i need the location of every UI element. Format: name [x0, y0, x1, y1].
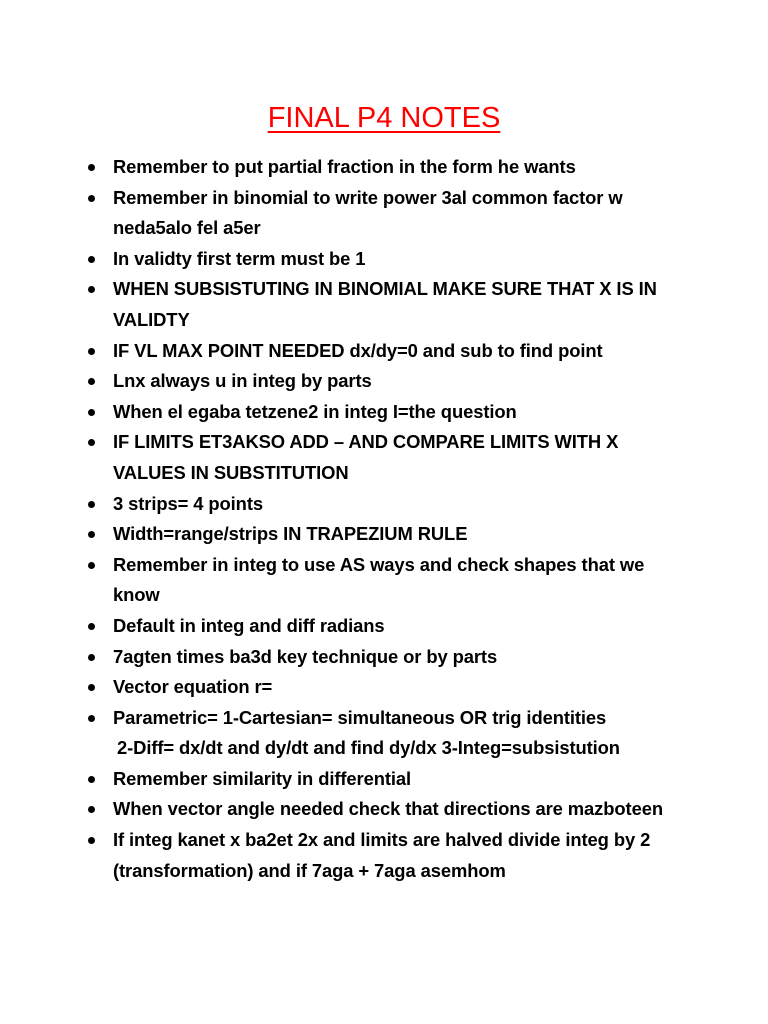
bullet-icon — [88, 806, 95, 813]
bullet-icon — [88, 684, 95, 691]
list-item — [0, 642, 768, 673]
list-item — [0, 794, 768, 825]
note-text: In validty first term must be 1 — [113, 247, 366, 269]
list-item — [0, 611, 768, 642]
list-item — [0, 825, 768, 886]
bullet-icon — [88, 378, 95, 385]
bullet-icon — [88, 654, 95, 661]
note-text: When vector angle needed check that directions are mazboteen — [113, 798, 663, 820]
list-item — [0, 427, 768, 488]
note-text: Remember to put partial fraction in the form he wants — [113, 156, 576, 177]
list-item — [0, 519, 768, 550]
note-text: Width=range/strips IN TRAPEZIUM RULE — [113, 523, 468, 545]
list-item — [0, 244, 768, 275]
note-text: Remember similarity in differential — [113, 767, 411, 789]
title-text: FINAL P4 NOTES — [267, 102, 501, 134]
note-text: If integ kanet x ba2et 2x and limits are halved divide integ by 2 (transformation) and if 7aga + 7aga asemhom — [113, 829, 651, 881]
bullet-icon — [88, 837, 95, 844]
note-text: Parametric= 1-Cartesian= simultaneous OR trig identities — [113, 706, 607, 728]
note-text: When el egaba tetzene2 in integ I=the question — [113, 400, 517, 422]
bullet-icon — [88, 439, 95, 446]
bullet-icon — [88, 531, 95, 538]
bullet-icon — [88, 348, 95, 355]
list-item — [0, 366, 768, 397]
note-text: 7agten times ba3d key technique or by parts — [113, 645, 498, 667]
bullet-icon — [88, 562, 95, 569]
bullet-icon — [88, 715, 95, 722]
note-text: Remember in integ to use AS ways and check shapes that we know — [113, 553, 645, 606]
list-item — [0, 274, 768, 335]
page-title — [0, 98, 768, 138]
list-item — [0, 397, 768, 428]
note-text: 3 strips= 4 points — [113, 492, 263, 514]
bullet-icon — [88, 776, 95, 783]
note-text: Default in integ and diff radians — [113, 614, 385, 636]
bullet-icon — [88, 623, 95, 630]
note-text: IF VL MAX POINT NEEDED dx/dy=0 and sub to find point — [113, 339, 603, 361]
note-text: Remember in binomial to write power 3al common factor w neda5alo fel a5er — [113, 186, 623, 239]
bullet-icon — [88, 195, 95, 202]
bullet-icon — [88, 286, 95, 293]
list-item — [0, 152, 768, 183]
note-text: IF LIMITS ET3AKSO ADD – AND COMPARE LIMITS WITH X VALUES IN SUBSTITUTION — [113, 431, 619, 483]
list-item — [0, 764, 768, 795]
list-item — [0, 703, 768, 764]
note-text: Lnx always u in integ by parts — [113, 370, 372, 392]
bullet-icon — [88, 256, 95, 263]
note-text: Vector equation r= — [113, 676, 273, 698]
notes-list — [0, 152, 768, 886]
list-item — [0, 550, 768, 611]
bullet-icon — [88, 501, 95, 508]
note-continuation-text: 2-Diff= dx/dt and dy/dt and find dy/dx 3-Integ=subsistution — [117, 737, 620, 759]
list-item — [0, 672, 768, 703]
list-item — [0, 183, 768, 244]
list-item — [0, 336, 768, 367]
bullet-icon — [88, 409, 95, 416]
list-item — [0, 489, 768, 520]
bullet-icon — [88, 164, 95, 171]
note-text: WHEN SUBSISTUTING IN BINOMIAL MAKE SURE THAT X IS IN VALIDTY — [113, 278, 657, 330]
